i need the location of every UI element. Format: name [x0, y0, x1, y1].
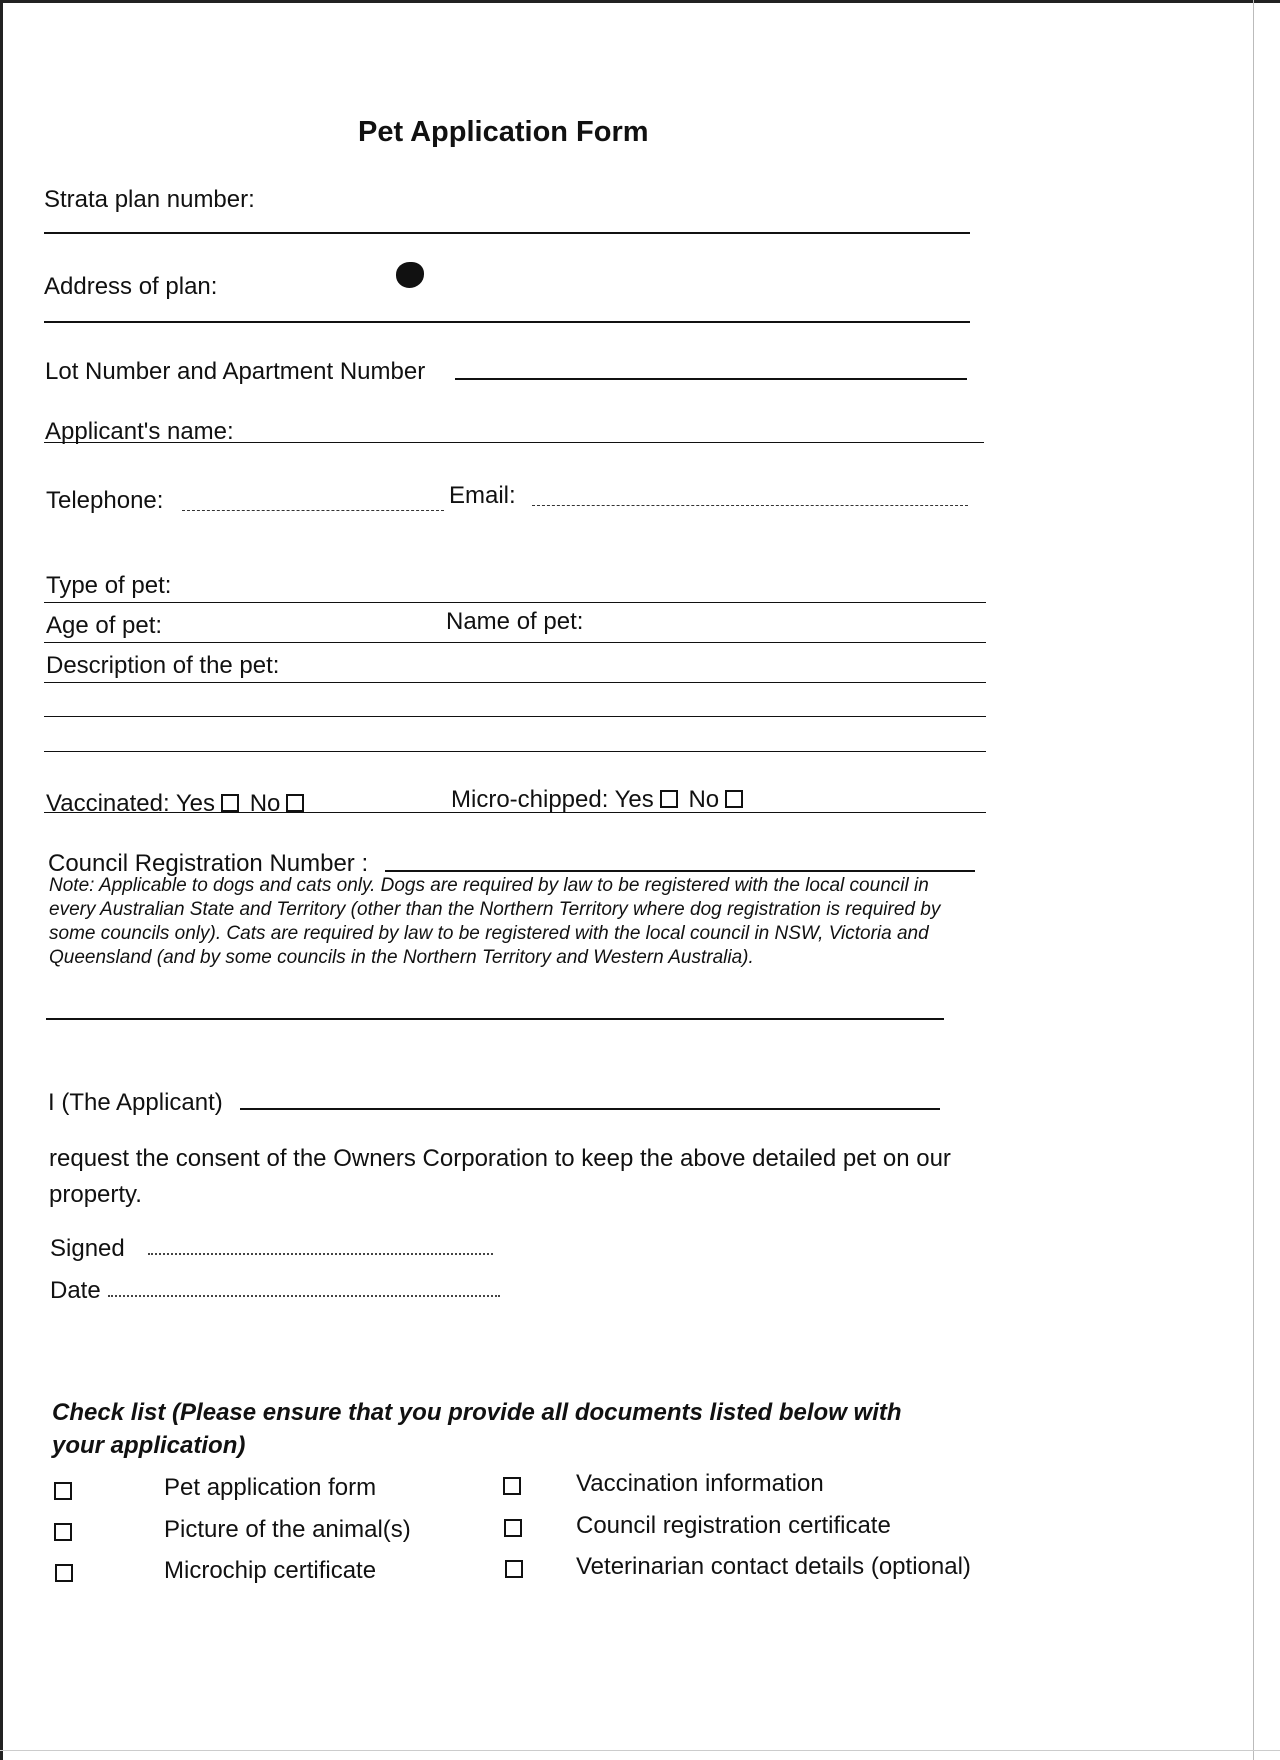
scan-edge-top — [0, 0, 1280, 3]
checklist-item-vaccination: Vaccination information — [576, 1470, 824, 1497]
consent-text: request the consent of the Owners Corporation to keep the above detailed pet on our property. — [49, 1145, 951, 1208]
description-field-line-2[interactable] — [44, 716, 986, 717]
vaccinated-label: Vaccinated: Yes — [46, 790, 216, 817]
microchipped-no-checkbox[interactable] — [725, 790, 743, 808]
name-of-pet-label: Name of pet: — [446, 608, 584, 635]
microchipped-no-label: No — [688, 786, 720, 813]
microchipped-label: Micro-chipped: Yes — [451, 786, 654, 813]
date-label: Date — [50, 1277, 101, 1304]
checklist-heading: Check list (Please ensure that you provide all documents listed below with your application) — [52, 1399, 902, 1459]
note-separator-line — [46, 1018, 944, 1020]
vaccinated-row — [46, 790, 308, 818]
microchipped-row — [451, 786, 747, 814]
checklist-item-animal-picture: Picture of the animal(s) — [164, 1516, 411, 1543]
checklist-checkbox-vaccination[interactable] — [503, 1477, 521, 1495]
lot-number-field[interactable] — [455, 378, 967, 380]
scan-edge-right — [1253, 0, 1254, 1760]
applicant-declaration-label: I (The Applicant) — [48, 1089, 223, 1116]
scan-edge-left — [0, 0, 3, 1760]
age-of-pet-label: Age of pet: — [46, 612, 163, 639]
telephone-label: Telephone: — [46, 487, 164, 514]
checklist-item-application-form: Pet application form — [164, 1474, 377, 1501]
council-registration-label: Council Registration Number : — [48, 850, 369, 877]
type-of-pet-field[interactable] — [44, 602, 986, 603]
checklist-item-veterinarian: Veterinarian contact details (optional) — [576, 1553, 971, 1580]
checklist-checkbox-application-form[interactable] — [54, 1482, 72, 1500]
registration-note: Note: Applicable to dogs and cats only. Dogs are required by law to be registered with the local council in every Australian State and Territory (other than the Northern Territory where dog registration is required by some councils only). Cats are required by law to be registered with the local council in NSW, Victoria and Queensland (and by some councils in the Northern Territory and Western Australia). — [49, 875, 941, 968]
email-field[interactable] — [532, 505, 968, 506]
lot-number-label: Lot Number and Apartment Number — [45, 358, 426, 385]
description-field-line-3[interactable] — [44, 751, 986, 752]
vaccinated-no-checkbox[interactable] — [286, 794, 304, 812]
type-of-pet-label: Type of pet: — [46, 572, 172, 599]
checklist-checkbox-council-certificate[interactable] — [504, 1519, 522, 1537]
council-registration-field[interactable] — [385, 870, 975, 872]
checklist-item-microchip: Microchip certificate — [164, 1557, 377, 1584]
signed-field[interactable] — [148, 1253, 493, 1255]
applicant-name-label: Applicant's name: — [45, 418, 234, 445]
telephone-field[interactable] — [182, 510, 444, 511]
signed-label: Signed — [50, 1235, 125, 1262]
email-label: Email: — [449, 482, 516, 509]
age-name-field[interactable] — [44, 642, 986, 643]
vaccinated-yes-checkbox[interactable] — [221, 794, 239, 812]
vaccinated-no-label: No — [249, 790, 281, 817]
strata-plan-field[interactable] — [44, 232, 970, 234]
address-label: Address of plan: — [44, 273, 218, 300]
checklist-item-council-certificate: Council registration certificate — [576, 1512, 891, 1539]
checklist-checkbox-animal-picture[interactable] — [54, 1523, 72, 1541]
microchipped-yes-checkbox[interactable] — [660, 790, 678, 808]
scan-edge-bottom — [0, 1750, 1280, 1751]
form-title: Pet Application Form — [358, 116, 649, 148]
applicant-declaration-field[interactable] — [240, 1108, 940, 1110]
address-field[interactable] — [44, 321, 970, 323]
checklist-checkbox-microchip[interactable] — [55, 1564, 73, 1582]
description-field-line-1[interactable] — [44, 682, 986, 683]
date-field[interactable] — [108, 1295, 500, 1297]
checklist-checkbox-veterinarian[interactable] — [505, 1560, 523, 1578]
vaccination-row-line — [44, 812, 986, 813]
applicant-name-field[interactable] — [44, 442, 984, 443]
ink-blot — [396, 262, 424, 288]
description-label: Description of the pet: — [46, 652, 280, 679]
strata-plan-label: Strata plan number: — [44, 186, 255, 213]
